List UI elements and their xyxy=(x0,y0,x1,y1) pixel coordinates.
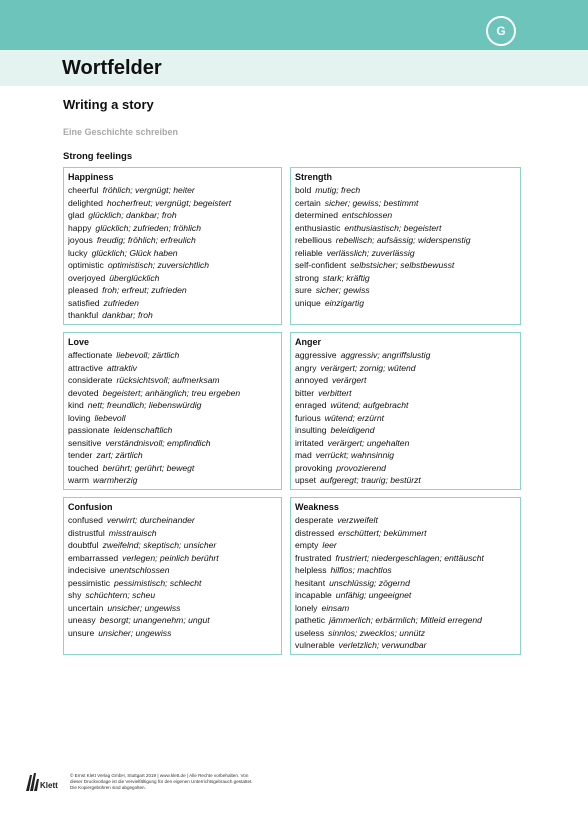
klett-logo-text: Klett xyxy=(40,781,58,790)
english-word: shy xyxy=(68,590,82,600)
english-word: attractive xyxy=(68,362,103,373)
english-word: upset xyxy=(295,475,317,485)
box-title: Confusion xyxy=(68,502,113,512)
english-word: passionate xyxy=(68,425,110,435)
word-entry xyxy=(295,399,516,412)
word-entry xyxy=(68,399,277,412)
word-entry xyxy=(68,309,277,322)
english-word: provoking xyxy=(295,462,333,473)
word-entry xyxy=(68,437,277,450)
english-word: cheerful xyxy=(68,185,99,195)
word-entry xyxy=(68,539,277,552)
english-word: frustrated xyxy=(295,552,332,563)
english-word: sensitive xyxy=(68,437,102,448)
english-word: warm xyxy=(68,475,90,485)
english-word: lucky xyxy=(68,247,88,258)
english-word: enraged xyxy=(295,400,327,410)
german-translation: verbittert xyxy=(318,387,352,398)
word-entry xyxy=(68,602,277,615)
english-word: satisfied xyxy=(68,297,100,308)
german-translation: verwirrt; durcheinander xyxy=(106,515,195,525)
german-translation: aggressiv; angriffslustig xyxy=(340,350,431,360)
english-word: reliable xyxy=(295,247,323,258)
german-translation: nett; freundlich; liebenswürdig xyxy=(87,400,202,410)
german-translation: unschlüssig; zögernd xyxy=(329,577,410,588)
english-word: unsure xyxy=(68,627,95,638)
box-title: Anger xyxy=(295,337,322,347)
word-entry xyxy=(68,272,277,285)
english-word: empty xyxy=(295,540,319,550)
word-entry xyxy=(295,259,516,272)
english-word: embarrassed xyxy=(68,552,119,563)
word-entry xyxy=(295,627,516,640)
word-entry xyxy=(68,412,277,425)
word-entry xyxy=(68,514,277,527)
german-translation: liebevoll xyxy=(94,412,126,423)
german-translation: hilflos; machtlos xyxy=(330,565,392,575)
word-entry xyxy=(295,234,516,247)
english-word: devoted xyxy=(68,387,99,398)
word-entry xyxy=(68,552,277,565)
english-word: irritated xyxy=(295,437,324,448)
english-word: distrustful xyxy=(68,527,105,538)
english-word: tender xyxy=(68,450,93,460)
word-entry xyxy=(295,272,516,285)
word-entry xyxy=(68,564,277,577)
word-entry xyxy=(68,197,277,210)
german-translation: einzigartig xyxy=(324,297,364,308)
word-entry xyxy=(295,374,516,387)
word-entry xyxy=(68,387,277,400)
word-entry xyxy=(295,222,516,235)
german-translation: liebevoll; zärtlich xyxy=(116,350,180,360)
german-translation: zufrieden xyxy=(103,297,139,308)
german-translation: stark; kräftig xyxy=(322,272,370,283)
german-translation: verlegen; peinlich berührt xyxy=(122,552,219,563)
english-word: overjoyed xyxy=(68,272,106,283)
word-entry xyxy=(68,259,277,272)
chapter-badge: G xyxy=(486,16,516,46)
german-translation: erschüttert; bekümmert xyxy=(338,527,427,538)
word-entry xyxy=(295,474,516,487)
word-entry xyxy=(68,589,277,602)
word-entry xyxy=(68,209,277,222)
klett-logo-icon xyxy=(26,773,39,791)
german-translation: rücksichtsvoll; aufmerksam xyxy=(116,375,220,385)
word-entry xyxy=(295,449,516,462)
word-entry xyxy=(295,462,516,475)
german-translation: misstrauisch xyxy=(108,527,157,538)
german-translation: zweifelnd; skeptisch; unsicher xyxy=(102,540,217,550)
copyright-notice: © Ernst Klett Verlag GmbH, Stuttgart 2019 | www.klett.de | Alle Rechte vorbehalten. Von dieser Druckvorlage ist die Vervielfältigung für den eigenen Unterrichtsgebrauch gestattet. Die Kopiergebühren sind abgegolten. xyxy=(70,773,253,790)
german-translation: leer xyxy=(322,540,337,550)
word-entry xyxy=(295,639,516,652)
german-translation: verständnisvoll; empfindlich xyxy=(105,437,211,448)
german-translation: entschlossen xyxy=(342,210,393,220)
german-translation: begeistert; anhänglich; treu ergeben xyxy=(102,387,241,398)
word-entry xyxy=(68,449,277,462)
german-translation: verärgert; zornig; wütend xyxy=(320,362,416,373)
german-translation: glücklich; dankbar; froh xyxy=(88,210,177,220)
english-word: pleased xyxy=(68,285,99,295)
word-entry xyxy=(295,527,516,540)
english-word: incapable xyxy=(295,590,332,600)
english-word: confused xyxy=(68,515,103,525)
english-word: vulnerable xyxy=(295,640,335,650)
word-entry xyxy=(295,514,516,527)
german-translation: sicher; gewiss; bestimmt xyxy=(324,197,419,208)
english-word: desperate xyxy=(295,515,334,525)
english-word: happy xyxy=(68,222,92,233)
box-title: Weakness xyxy=(295,502,339,512)
word-entry xyxy=(68,627,277,640)
german-translation: hocherfreut; vergnügt; begeistert xyxy=(106,197,232,208)
english-word: aggressive xyxy=(295,350,337,360)
subtitle: Writing a story xyxy=(63,97,154,112)
box-title: Love xyxy=(68,337,90,347)
german-translation: pessimistisch; schlecht xyxy=(114,577,202,588)
word-entry xyxy=(68,577,277,590)
english-word: enthusiastic xyxy=(295,222,341,233)
english-word: angry xyxy=(295,362,317,373)
word-entry xyxy=(295,349,516,362)
english-word: self-confident xyxy=(295,260,347,270)
klett-logo xyxy=(25,771,63,793)
english-word: affectionate xyxy=(68,350,113,360)
english-word: furious xyxy=(295,412,321,423)
word-entry xyxy=(68,362,277,375)
word-entry xyxy=(295,247,516,260)
english-word: determined xyxy=(295,210,338,220)
word-entry xyxy=(295,197,516,210)
english-word: strong xyxy=(295,272,319,283)
word-entry xyxy=(295,297,516,310)
section-title: Strong feelings xyxy=(63,151,133,162)
german-translation: verletzlich; verwundbar xyxy=(338,640,427,650)
english-word: joyous xyxy=(68,235,93,245)
german-translation: besorgt; unangenehm; ungut xyxy=(99,615,210,625)
german-translation: attraktiv xyxy=(106,362,137,373)
english-word: touched xyxy=(68,462,99,473)
german-translation: beleidigend xyxy=(330,425,375,435)
german-translation: provozierend xyxy=(336,462,386,473)
english-word: optimistic xyxy=(68,260,104,270)
english-word: annoyed xyxy=(295,375,328,385)
german-translation: verrückt; wahnsinnig xyxy=(315,450,395,460)
word-entry xyxy=(68,474,277,487)
word-entry xyxy=(68,247,277,260)
english-word: sure xyxy=(295,285,312,295)
english-word: doubtful xyxy=(68,540,99,550)
english-word: pessimistic xyxy=(68,577,111,588)
word-entry xyxy=(295,209,516,222)
word-entry xyxy=(68,614,277,627)
german-translation: unfähig; ungeeignet xyxy=(335,590,412,600)
page-title: Wortfelder xyxy=(62,57,162,79)
word-entry xyxy=(295,577,516,590)
german-translation: zart; zärtlich xyxy=(96,450,143,460)
german-translation: leidenschaftlich xyxy=(113,425,173,435)
german-translation: wütend; aufgebracht xyxy=(330,400,409,410)
german-translation: warmherzig xyxy=(93,475,138,485)
word-box-happiness xyxy=(63,167,282,325)
english-word: delighted xyxy=(68,197,103,208)
english-word: bold xyxy=(295,185,312,195)
box-title: Strength xyxy=(295,172,332,182)
english-word: uncertain xyxy=(68,602,104,613)
german-translation: freudig; fröhlich; erfreulich xyxy=(96,235,196,245)
header-bar xyxy=(0,0,588,50)
german-translation: froh; erfreut; zufrieden xyxy=(102,285,187,295)
word-entry xyxy=(68,374,277,387)
word-entry xyxy=(68,349,277,362)
word-entry xyxy=(295,552,516,565)
word-entry xyxy=(295,362,516,375)
english-word: bitter xyxy=(295,387,315,398)
word-entry xyxy=(68,284,277,297)
word-entry xyxy=(68,184,277,197)
english-word: pathetic xyxy=(295,615,326,625)
word-entry xyxy=(68,297,277,310)
word-entry xyxy=(68,424,277,437)
english-word: useless xyxy=(295,627,325,638)
german-translation: sicher; gewiss xyxy=(315,285,370,295)
word-box-weakness xyxy=(290,497,521,655)
word-box-confusion xyxy=(63,497,282,655)
german-translation: enthusiastisch; begeistert xyxy=(344,222,442,233)
english-word: certain xyxy=(295,197,321,208)
german-translation: jämmerlich; erbärmlich; Mitleid erregend xyxy=(329,615,482,625)
english-word: distressed xyxy=(295,527,335,538)
word-entry xyxy=(295,614,516,627)
german-translation: berührt; gerührt; bewegt xyxy=(102,462,195,473)
word-box-love xyxy=(63,332,282,490)
german-translation: optimistisch; zuversichtlich xyxy=(107,260,210,270)
german-translation: überglücklich xyxy=(109,272,160,283)
word-entry xyxy=(295,589,516,602)
word-entry xyxy=(295,387,516,400)
word-box-strength xyxy=(290,167,521,325)
word-entry xyxy=(295,184,516,197)
german-translation: selbstsicher; selbstbewusst xyxy=(350,260,455,270)
english-word: rebellious xyxy=(295,235,332,245)
german-translation: verärgert; ungehalten xyxy=(327,437,410,448)
german-translation: dankbar; froh xyxy=(102,310,153,320)
german-translation: frustriert; niedergeschlagen; enttäuscht xyxy=(335,552,484,563)
word-entry xyxy=(295,437,516,450)
word-entry xyxy=(295,412,516,425)
subtitle-german: Eine Geschichte schreiben xyxy=(63,127,179,137)
word-entry xyxy=(68,234,277,247)
german-translation: unsicher; ungewiss xyxy=(98,627,172,638)
german-translation: sinnlos; zwecklos; unnütz xyxy=(328,627,426,638)
german-translation: wütend; erzürnt xyxy=(324,412,385,423)
english-word: hesitant xyxy=(295,577,326,588)
german-translation: verzweifelt xyxy=(337,515,378,525)
german-translation: unentschlossen xyxy=(109,565,170,575)
german-translation: unsicher; ungewiss xyxy=(107,602,181,613)
word-entry xyxy=(295,539,516,552)
english-word: loving xyxy=(68,412,91,423)
english-word: thankful xyxy=(68,310,99,320)
german-translation: aufgeregt; traurig; bestürzt xyxy=(320,475,421,485)
english-word: kind xyxy=(68,400,84,410)
word-entry xyxy=(295,424,516,437)
word-entry xyxy=(295,284,516,297)
english-word: mad xyxy=(295,450,312,460)
german-translation: fröhlich; vergnügt; heiter xyxy=(102,185,195,195)
english-word: insulting xyxy=(295,425,327,435)
english-word: unique xyxy=(295,297,321,308)
german-translation: rebellisch; aufsässig; widerspenstig xyxy=(335,235,471,245)
german-translation: verlässlich; zuverlässig xyxy=(326,247,415,258)
english-word: indecisive xyxy=(68,565,106,575)
german-translation: glücklich; zufrieden; fröhlich xyxy=(95,222,201,233)
box-title: Happiness xyxy=(68,172,114,182)
english-word: glad xyxy=(68,210,85,220)
german-translation: mutig; frech xyxy=(315,185,361,195)
word-entry xyxy=(295,564,516,577)
german-translation: verärgert xyxy=(331,375,367,385)
word-entry xyxy=(68,462,277,475)
english-word: helpless xyxy=(295,565,327,575)
english-word: considerate xyxy=(68,375,113,385)
word-box-anger xyxy=(290,332,521,490)
german-translation: einsam xyxy=(321,602,350,613)
word-entry xyxy=(68,527,277,540)
german-translation: schüchtern; scheu xyxy=(85,590,156,600)
german-translation: glücklich; Glück haben xyxy=(91,247,178,258)
word-entry xyxy=(295,602,516,615)
english-word: uneasy xyxy=(68,615,96,625)
english-word: lonely xyxy=(295,602,318,613)
word-entry xyxy=(68,222,277,235)
